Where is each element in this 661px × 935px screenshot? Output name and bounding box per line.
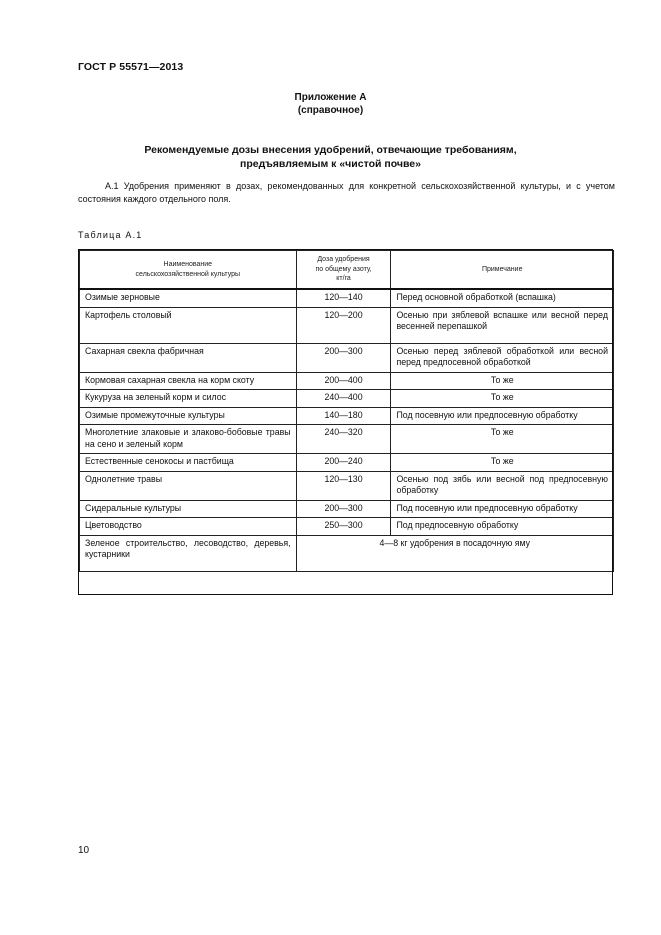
note-cell: Осенью перед зяблевой обработкой или весной перед предпосевной обработкой — [391, 343, 614, 372]
table-row — [80, 425, 614, 454]
document-code: ГОСТ Р 55571—2013 — [78, 61, 184, 73]
paragraph-a1-text: А.1 Удобрения применяют в дозах, рекомендованных для конкретной сельскохозяйственной культуры, и с учетом состояния каждого отдельного поля. — [78, 181, 615, 204]
table-header-row — [80, 251, 614, 290]
column-header-crop: Наименование сельскохозяйственной культуры — [80, 251, 297, 290]
table-row — [80, 535, 614, 571]
table-row — [80, 407, 614, 425]
crop-cell: Сахарная свекла фабричная — [80, 343, 297, 372]
table-row — [80, 289, 614, 307]
dose-cell: 200—300 — [296, 343, 391, 372]
crop-cell: Цветоводство — [80, 518, 297, 536]
dose-cell: 200—300 — [296, 500, 391, 518]
note-cell: Под предпосевную обработку — [391, 518, 614, 536]
note-cell: Перед основной обработкой (вспашка) — [391, 289, 614, 307]
annex-type: (справочное) — [297, 105, 364, 116]
table-row — [80, 372, 614, 390]
note-cell: То же — [391, 454, 614, 472]
dose-cell: 200—240 — [296, 454, 391, 472]
crop-cell: Сидеральные культуры — [80, 500, 297, 518]
table-row — [80, 518, 614, 536]
crop-cell: Однолетние травы — [80, 471, 297, 500]
dose-cell: 120—130 — [296, 471, 391, 500]
note-cell: Осенью при зяблевой вспашке или весной перед весенней перепашкой — [391, 307, 614, 343]
note-cell: Под посевную или предпосевную обработку — [391, 500, 614, 518]
table-row — [80, 454, 614, 472]
table-row — [80, 471, 614, 500]
heading-line-2: предъявляемым к «чистой почве» — [240, 158, 421, 170]
crop-cell: Многолетние злаковые и злаково-бобовые травы на сено и зеленый корм — [80, 425, 297, 454]
crop-cell: Картофель столовый — [80, 307, 297, 343]
crop-cell: Озимые промежуточные культуры — [80, 407, 297, 425]
table-row — [80, 390, 614, 408]
note-cell: Осенью под зябь или весной под предпосевную обработку — [391, 471, 614, 500]
column-header-note: Примечание — [391, 251, 614, 290]
crop-cell: Озимые зерновые — [80, 289, 297, 307]
dose-cell: 200—400 — [296, 372, 391, 390]
note-cell: Под посевную или предпосевную обработку — [391, 407, 614, 425]
table-row — [80, 343, 614, 372]
dose-cell: 240—320 — [296, 425, 391, 454]
crop-cell: Кукуруза на зеленый корм и силос — [80, 390, 297, 408]
annex-title: Приложение А — [294, 92, 367, 103]
crop-cell: Кормовая сахарная свекла на корм скоту — [80, 372, 297, 390]
section-heading — [60, 143, 601, 171]
table-row — [80, 500, 614, 518]
crop-cell: Естественные сенокосы и пастбища — [80, 454, 297, 472]
note-cell: То же — [391, 390, 614, 408]
table-row — [80, 307, 614, 343]
column-header-dose: Доза удобрения по общему азоту, кт/га — [296, 251, 391, 290]
note-cell-merged: 4—8 кг удобрения в посадочную яму — [296, 535, 613, 571]
dose-cell: 140—180 — [296, 407, 391, 425]
crop-cell: Зеленое строительство, лесоводство, деревья, кустарники — [80, 535, 297, 571]
dose-cell: 250—300 — [296, 518, 391, 536]
page-number: 10 — [78, 845, 90, 856]
dose-cell: 120—140 — [296, 289, 391, 307]
note-cell: То же — [391, 372, 614, 390]
dose-cell: 120—200 — [296, 307, 391, 343]
dose-cell: 240—400 — [296, 390, 391, 408]
heading-line-1: Рекомендуемые дозы внесения удобрений, отвечающие требованиям, — [144, 144, 517, 156]
paragraph-a1 — [78, 180, 615, 206]
annex-title-block — [0, 91, 661, 117]
table-caption: Таблица А.1 — [78, 230, 143, 240]
note-cell: То же — [391, 425, 614, 454]
fertilizer-table — [79, 250, 614, 572]
